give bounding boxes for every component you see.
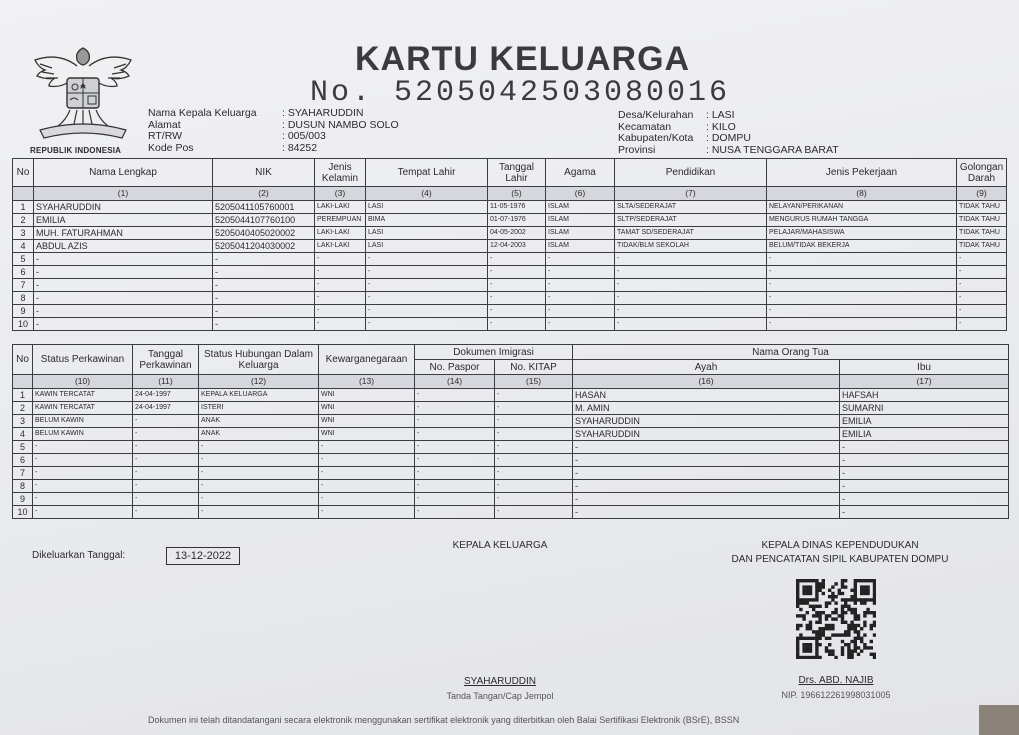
header-value: : 005/003 [282,130,326,142]
header-info-left [148,108,399,154]
table-cell: - [213,305,315,318]
table-row [13,428,1009,441]
col-number: (16) [573,375,840,389]
table-cell: - [319,493,415,506]
table-row [13,402,1009,415]
table-row [13,240,1007,253]
table-cell: - [840,480,1009,493]
table-cell: - [546,279,615,292]
table-cell: LASI [366,227,488,240]
table-cell: - [315,318,366,331]
table-cell: M. AMIN [573,402,840,415]
table-cell: - [366,305,488,318]
table-row [13,506,1009,519]
col-header-jenis-kelamin: Jenis Kelamin [315,159,366,187]
header-row [148,120,399,132]
col-header-ayah: Ayah [573,360,840,375]
table-cell: - [546,292,615,305]
col-header-pendidikan: Pendidikan [615,159,767,187]
table-cell: - [573,454,840,467]
table-cell: - [495,506,573,519]
table-cell: 04-05-2002 [488,227,546,240]
table-cell: - [415,506,495,519]
table-cell: - [957,305,1007,318]
header-value: : DOMPU [706,132,751,144]
row-number: 2 [13,214,34,227]
table-cell: - [573,441,840,454]
table-cell: - [488,279,546,292]
table-row [13,493,1009,506]
signature-right-nip: NIP. 196612261998031005 [781,690,891,700]
col-number: (15) [495,375,573,389]
table-cell: - [366,266,488,279]
row-number: 1 [13,389,33,402]
issued-date: 13-12-2022 [166,547,240,565]
table-cell: - [767,292,957,305]
header-label: Kabupaten/Kota [618,132,694,144]
table-cell: - [488,318,546,331]
col-number: (1) [34,187,213,201]
table-cell: - [213,318,315,331]
table-cell: HASAN [573,389,840,402]
table-cell: - [957,292,1007,305]
col-header-no-kitap: No. KITAP [495,360,573,375]
table-cell: LASI [366,201,488,214]
row-number: 4 [13,240,34,253]
table-cell: - [213,266,315,279]
table-cell: BELUM KAWIN [33,415,133,428]
table-cell: - [199,454,319,467]
table-cell: KAWIN TERCATAT [33,389,133,402]
table-cell: - [495,389,573,402]
table-cell: - [33,467,133,480]
col-header-kewarganegaraan: Kewarganegaraan [319,345,415,375]
table-cell: - [488,305,546,318]
row-number: 2 [13,402,33,415]
table-cell: - [615,253,767,266]
table-cell: - [615,279,767,292]
table-row [13,292,1007,305]
col-header-agama: Agama [546,159,615,187]
row-number: 3 [13,415,33,428]
table-cell: - [957,266,1007,279]
table-cell: - [133,454,199,467]
col-number: (8) [767,187,957,201]
table-cell: TIDAK TAHU [957,240,1007,253]
table-cell: PELAJAR/MAHASISWA [767,227,957,240]
table-cell: EMILIA [840,428,1009,441]
table-cell: WNI [319,415,415,428]
table-cell: - [34,318,213,331]
table-cell: - [573,480,840,493]
table-cell: - [315,292,366,305]
table-cell: - [767,318,957,331]
col-header-tanggal-perkawinan: Tanggal Perkawinan [133,345,199,375]
col-number: (17) [840,375,1009,389]
col-number: (10) [33,375,133,389]
country-label: REPUBLIK INDONESIA [30,146,122,155]
table-cell: MENGURUS RUMAH TANGGA [767,214,957,227]
table-cell: - [415,389,495,402]
col-header-no: No [13,345,33,375]
table-cell: - [133,493,199,506]
row-number: 5 [13,253,34,266]
header-row [618,133,839,145]
table-cell: - [366,318,488,331]
table-cell: - [133,428,199,441]
signature-left-title: KEPALA KELUARGA [452,540,548,551]
table-cell: - [615,305,767,318]
table-cell: TIDAK TAHU [957,214,1007,227]
table-cell: - [366,253,488,266]
table-cell: - [133,467,199,480]
row-number: 10 [13,506,33,519]
table-cell: KAWIN TERCATAT [33,402,133,415]
table-cell: - [33,506,133,519]
table-row [13,454,1009,467]
table-cell: - [319,467,415,480]
table-cell: - [767,305,957,318]
table-cell: - [488,253,546,266]
table-cell: - [495,467,573,480]
table-cell: - [315,279,366,292]
garuda-emblem-icon [30,44,136,144]
table-cell: TIDAK TAHU [957,201,1007,214]
table-cell: - [415,454,495,467]
signature-left-caption: Tanda Tangan/Cap Jempol [446,691,554,701]
table-cell: - [615,266,767,279]
table-row [13,201,1007,214]
table-row [13,441,1009,454]
table-cell: TIDAK/BLM SEKOLAH [615,240,767,253]
table-cell: - [315,266,366,279]
col-header-status-perkawinan: Status Perkawinan [33,345,133,375]
table-cell: - [33,493,133,506]
table-cell: SLTA/SEDERAJAT [615,201,767,214]
table-cell: - [319,480,415,493]
header-value: : DUSUN NAMBO SOLO [282,118,399,131]
row-number: 6 [13,266,34,279]
table-cell: - [366,279,488,292]
table-cell: SYAHARUDDIN [573,428,840,441]
header-value: : NUSA TENGGARA BARAT [706,143,839,156]
table-cell: ISLAM [546,240,615,253]
table-row [13,253,1007,266]
row-number: 1 [13,201,34,214]
row-number: 8 [13,480,33,493]
table-cell: - [315,305,366,318]
col-number-blank [13,187,34,201]
row-number: 10 [13,318,34,331]
table-cell: - [199,480,319,493]
row-number: 7 [13,467,33,480]
table-cell: - [573,506,840,519]
header-row [618,145,839,157]
table-cell: - [957,279,1007,292]
qr-code-icon [796,579,876,659]
table-row [13,214,1007,227]
table-cell: - [213,253,315,266]
col-number: (7) [615,187,767,201]
table-cell: - [34,253,213,266]
row-number: 5 [13,441,33,454]
table-cell: - [615,292,767,305]
header-row [148,143,399,155]
table-cell: - [546,318,615,331]
table-cell: - [767,266,957,279]
table-cell: - [415,441,495,454]
table-cell: LAKI-LAKI [315,240,366,253]
table-cell: - [488,292,546,305]
table-cell: WNI [319,389,415,402]
col-number: (9) [957,187,1007,201]
table-cell: - [319,441,415,454]
header-value: : SYAHARUDDIN [282,107,364,119]
table-row [13,415,1009,428]
col-header-tempat-lahir: Tempat Lahir [366,159,488,187]
table-cell: - [319,506,415,519]
table-cell: ISLAM [546,227,615,240]
row-number: 4 [13,428,33,441]
table-cell: TAMAT SD/SEDERAJAT [615,227,767,240]
table-cell: - [133,415,199,428]
header-label: Kode Pos [148,141,194,154]
table-cell: - [415,402,495,415]
header-row [148,108,399,120]
table-cell: 5205041105760001 [213,201,315,214]
table-row [13,389,1009,402]
electronic-signature-notice: Dokumen ini telah ditandatangani secara elektronik menggunakan sertifikat elektronik yang diterbitkan oleh Balai Sertifikasi Elektronik (BSrE), BSSN [148,715,740,725]
header-label: Nama Kepala Keluarga [148,107,257,119]
issued-label: Dikeluarkan Tanggal: [32,550,126,561]
col-header-no: No [13,159,34,187]
table-cell: - [840,454,1009,467]
table-cell: 5205040405020002 [213,227,315,240]
table-cell: ISLAM [546,214,615,227]
col-number: (11) [133,375,199,389]
table-cell: - [840,493,1009,506]
table-cell: - [199,441,319,454]
table-cell: NELAYAN/PERIKANAN [767,201,957,214]
table-cell: - [199,467,319,480]
table-cell: EMILIA [34,214,213,227]
table-cell: - [546,266,615,279]
table-cell: - [213,279,315,292]
table-row [13,318,1007,331]
table-cell: ISTERI [199,402,319,415]
col-header-nama: Nama Lengkap [34,159,213,187]
table-cell: - [34,305,213,318]
table-cell: - [495,493,573,506]
col-header-status-hubungan: Status Hubungan Dalam Keluarga [199,345,319,375]
col-header-nik: NIK [213,159,315,187]
table-cell: - [415,428,495,441]
row-number: 8 [13,292,34,305]
table-cell: - [495,441,573,454]
table-cell: ISLAM [546,201,615,214]
table-cell: - [415,415,495,428]
header-label: Kecamatan [618,120,672,133]
row-number: 7 [13,279,34,292]
header-label: Alamat [148,118,181,131]
table-cell: SYAHARUDDIN [573,415,840,428]
col-header-tanggal-lahir: Tanggal Lahir [488,159,546,187]
col-header-dokumen-imigrasi: Dokumen Imigrasi [415,345,573,360]
table-cell: - [199,493,319,506]
table-cell: ABDUL AZIS [34,240,213,253]
col-header-golongan-darah: Golongan Darah [957,159,1007,187]
table-cell: - [315,253,366,266]
table-cell: - [488,266,546,279]
table-cell: SYAHARUDDIN [34,201,213,214]
family-card-number: No. 5205042503080016 [310,76,731,110]
table-cell: - [840,441,1009,454]
table-cell: - [957,318,1007,331]
table-cell: - [573,493,840,506]
row-number: 9 [13,493,33,506]
table-cell: - [33,441,133,454]
table-cell: - [495,454,573,467]
table-cell: - [957,253,1007,266]
col-number: (2) [213,187,315,201]
table-cell: BELUM/TIDAK BEKERJA [767,240,957,253]
table-cell: - [495,402,573,415]
table-cell: WNI [319,428,415,441]
table-cell: - [546,305,615,318]
header-value: : LASI [706,109,735,121]
header-label: RT/RW [148,130,183,142]
table-cell: 24-04-1997 [133,402,199,415]
table-cell: - [495,480,573,493]
family-members-table [12,158,1007,331]
table-cell: SUMARNI [840,402,1009,415]
table-cell: 24-04-1997 [133,389,199,402]
table-cell: - [33,480,133,493]
table-cell: WNI [319,402,415,415]
table-cell: - [133,506,199,519]
table-cell: 12-04-2003 [488,240,546,253]
table-cell: - [133,480,199,493]
table-row [13,279,1007,292]
signature-right-title-1: KEPALA DINAS KEPENDUDUKAN [761,540,919,551]
col-number: (12) [199,375,319,389]
col-number-blank [13,375,33,389]
table-cell: 11-05-1976 [488,201,546,214]
background-corner [979,705,1019,735]
col-number: (4) [366,187,488,201]
col-header-pekerjaan: Jenis Pekerjaan [767,159,957,187]
table-cell: - [573,467,840,480]
table-cell: - [495,415,573,428]
table-cell: LAKI-LAKI [315,201,366,214]
table-cell: ANAK [199,428,319,441]
table-row [13,227,1007,240]
header-label: Provinsi [618,143,656,156]
table-cell: - [34,279,213,292]
table-cell: 5205044107760100 [213,214,315,227]
table-cell: LASI [366,240,488,253]
col-number: (14) [415,375,495,389]
col-number: (6) [546,187,615,201]
table-cell: - [366,292,488,305]
table-cell: - [34,292,213,305]
header-info-right [618,110,839,156]
table-row [13,266,1007,279]
table-cell: - [615,318,767,331]
col-header-nama-orang-tua: Nama Orang Tua [573,345,1009,360]
col-number: (5) [488,187,546,201]
table-cell: 5205041204030002 [213,240,315,253]
table-cell: - [133,441,199,454]
family-status-table [12,344,1009,519]
table-cell: - [34,266,213,279]
table-cell: ANAK [199,415,319,428]
row-number: 9 [13,305,34,318]
header-value: : KILO [706,120,736,133]
table-cell: - [213,292,315,305]
table-cell: MUH. FATURAHMAN [34,227,213,240]
table-cell: - [546,253,615,266]
table-cell: HAFSAH [840,389,1009,402]
table-cell: - [767,279,957,292]
table-cell: - [319,454,415,467]
table-cell: - [199,506,319,519]
signature-left-name: SYAHARUDDIN [463,676,537,687]
table-row [13,480,1009,493]
signature-right-name: Drs. ABD. NAJIB [798,675,874,686]
header-value: : 84252 [282,141,318,154]
col-header-ibu: Ibu [840,360,1009,375]
table-cell: - [33,454,133,467]
col-header-no-paspor: No. Paspor [415,360,495,375]
table-cell: EMILIA [840,415,1009,428]
row-number: 3 [13,227,34,240]
table-cell: - [840,506,1009,519]
table-cell: BELUM KAWIN [33,428,133,441]
table-cell: BIMA [366,214,488,227]
row-number: 6 [13,454,33,467]
table-row [13,305,1007,318]
table-cell: - [767,253,957,266]
signature-right-title-2: DAN PENCATATAN SIPIL KABUPATEN DOMPU [731,554,949,565]
table-cell: - [840,467,1009,480]
table-cell: PEREMPUAN [315,214,366,227]
table-cell: - [415,493,495,506]
header-label: Desa/Kelurahan [618,109,694,121]
table-cell: SLTP/SEDERAJAT [615,214,767,227]
table-cell: TIDAK TAHU [957,227,1007,240]
header-row [618,110,839,122]
table-cell: KEPALA KELUARGA [199,389,319,402]
col-number: (13) [319,375,415,389]
document-title: KARTU KELUARGA [355,40,691,78]
table-cell: LAKI-LAKI [315,227,366,240]
col-number: (3) [315,187,366,201]
table-cell: - [415,467,495,480]
table-cell: - [495,428,573,441]
header-row [148,131,399,143]
table-cell: 01-07-1976 [488,214,546,227]
table-cell: - [415,480,495,493]
table-row [13,467,1009,480]
